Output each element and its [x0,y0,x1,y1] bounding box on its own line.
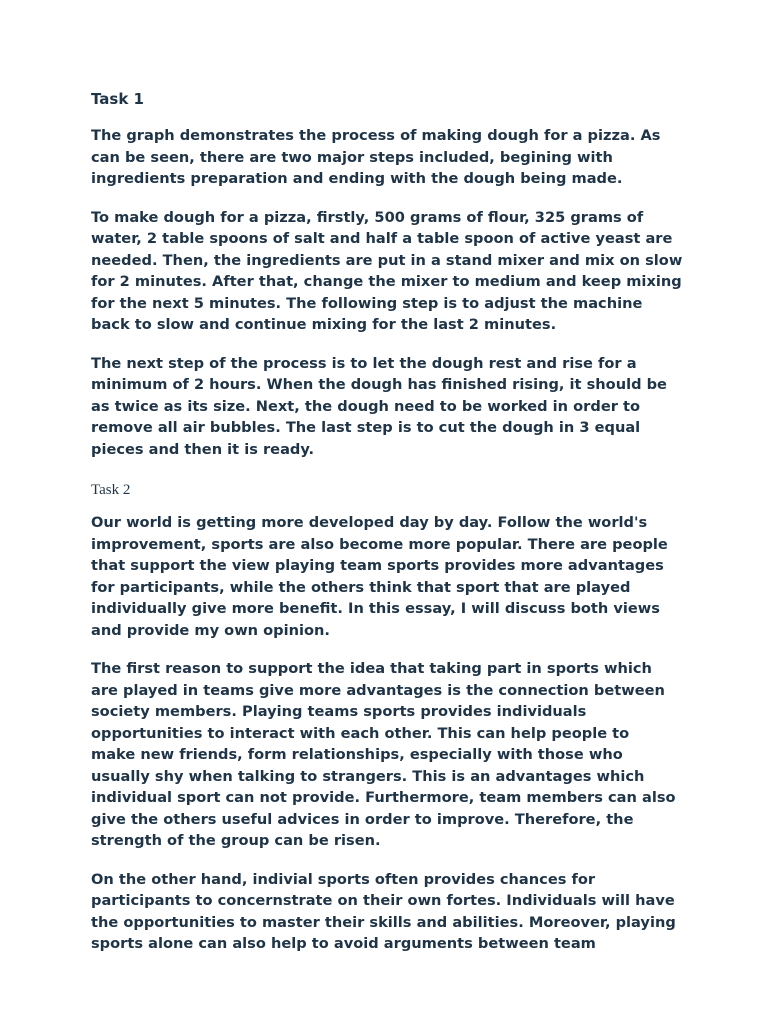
task2-paragraph-2: The first reason to support the idea that taking part in sports which are played in teams give more advantages is the connection between society members. Playing teams sports provides individuals opportunities to interact with each other. This can help people to make new friends, form relationships, especially with those who usually shy when talking to strangers. This is an advantages which individual sport can not provide. Furthermore, team members can also give the others useful advices in order to improve. Therefore, the strength of the group can be risen. [91,660,676,849]
task1-heading: Task 1 [91,90,144,108]
task2-paragraph-3: On the other hand, indivial sports often provides chances for participants to concernstrate on their own fortes. Individuals will have the opportunities to master their skills and abilities. Moreover, playing sports alone can also help to avoid arguments between team [91,870,676,952]
task2-heading: Task 2 [91,482,131,498]
task2-paragraph-1: Our world is getting more developed day by day. Follow the world's improvement, sports are also become more popular. There are people that support the view playing team sports provides more advantages for participants, while the others think that sport that are played individually give more benefit. In this essay, I will discuss both views and provide my own opinion. [91,514,668,639]
task1-paragraph-1: The graph demonstrates the process of making dough for a pizza. As can be seen, there are two major steps included, begining with ingredients preparation and ending with the dough being made. [91,127,661,187]
document-page [91,88,691,972]
task1-paragraph-2: To make dough for a pizza, firstly, 500 grams of flour, 325 grams of water, 2 table spoons of salt and half a table spoon of active yeast are needed. Then, the ingredients are put in a stand mixer and mix on slow for 2 minutes. After that, change the mixer to medium and keep mixing for the next 5 minutes. The following step is to adjust the machine back to slow and continue mixing for the last 2 minutes. [91,208,683,333]
task1-paragraph-3: The next step of the process is to let the dough rest and rise for a minimum of 2 hours. When the dough has finished rising, it should be as twice as its size. Next, the dough need to be worked in order to remove all air bubbles. The last step is to cut the dough in 3 equal pieces and then it is ready. [91,354,667,458]
